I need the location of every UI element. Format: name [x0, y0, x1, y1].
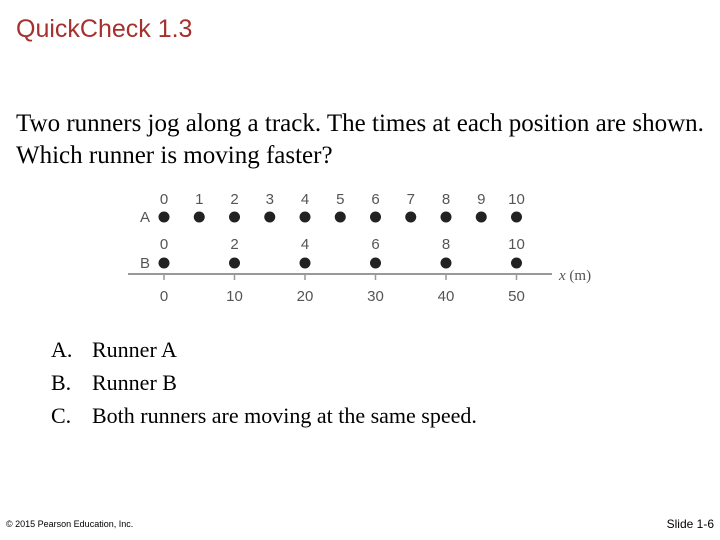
axis-label-var: x [559, 268, 566, 284]
runner-a-dot [194, 212, 205, 223]
runner-b-dot [511, 258, 522, 269]
choice-a[interactable] [51, 333, 477, 366]
runner-a-dot [511, 212, 522, 223]
runner-a-time-label: 6 [371, 191, 380, 208]
choice-c-letter: C. [51, 403, 72, 428]
axis-tick-label: 40 [437, 288, 455, 305]
axis-tick-label: 10 [226, 288, 243, 305]
runner-b-time-label: 10 [508, 236, 525, 253]
axis-tick-label: 20 [296, 288, 314, 305]
choice-a-text: Runner A [92, 337, 177, 362]
runner-b-time-label: 4 [300, 236, 310, 253]
runner-a-time-label: 1 [195, 191, 204, 208]
runner-a-dot [300, 212, 311, 223]
runner-a-time-label: 0 [159, 191, 169, 208]
runner-b-dot [159, 258, 170, 269]
runner-a-dot [405, 212, 416, 223]
axis-tick-label: 50 [508, 288, 525, 305]
runner-a-dot [476, 212, 487, 223]
runner-a-dot [159, 212, 170, 223]
answer-choices [51, 333, 477, 432]
runner-a-time-label: 9 [477, 191, 486, 208]
axis-label [558, 268, 591, 284]
runner-b-time-label: 2 [230, 236, 239, 253]
runner-b-dot [229, 258, 240, 269]
runner-b-time-label: 0 [159, 236, 169, 253]
runner-b-dot [370, 258, 381, 269]
slide-title: QuickCheck 1.3 [16, 15, 193, 43]
choice-c-text: Both runners are moving at the same speed. [92, 403, 477, 428]
choice-b-letter: B. [51, 370, 72, 395]
axis-label-unit: (m) [565, 268, 592, 284]
runner-a-dot [264, 212, 275, 223]
runner-b-dot [300, 258, 311, 269]
runner-a-time-label: 3 [265, 191, 274, 208]
axis-tick-label: 30 [367, 288, 384, 305]
runner-a-time-label: 10 [508, 191, 525, 208]
position-diagram [120, 182, 610, 310]
choice-b[interactable] [51, 366, 477, 399]
runner-a-dot [229, 212, 240, 223]
runner-a-time-label: 2 [230, 191, 239, 208]
runner-a-time-label: 4 [300, 191, 310, 208]
choice-b-text: Runner B [92, 370, 177, 395]
copyright-text: © 2015 Pearson Education, Inc. [6, 519, 134, 529]
runner-a-time-label: 8 [441, 191, 451, 208]
runner-b-dot [441, 258, 452, 269]
choice-a-letter: A. [51, 337, 73, 362]
runner-a-dot [441, 212, 452, 223]
axis-tick-label: 0 [159, 288, 169, 305]
position-axis [128, 268, 591, 305]
runner-a-time-label: 7 [406, 191, 415, 208]
runner-b-time-label: 6 [371, 236, 380, 253]
runner-a-time-label: 5 [336, 191, 345, 208]
runner-b-time-label: 8 [441, 236, 451, 253]
choice-c[interactable] [51, 399, 477, 432]
runner-a-label: A [139, 209, 150, 226]
runner-a-dot [370, 212, 381, 223]
question-text: Two runners jog along a track. The times at each position are shown. Which runner is moving faster? [16, 110, 704, 169]
runner-a-row [140, 191, 525, 226]
slide-number: Slide 1-6 [666, 517, 714, 531]
runner-b-label: B [139, 255, 150, 272]
runner-a-dot [335, 212, 346, 223]
runner-b-row [140, 236, 525, 272]
